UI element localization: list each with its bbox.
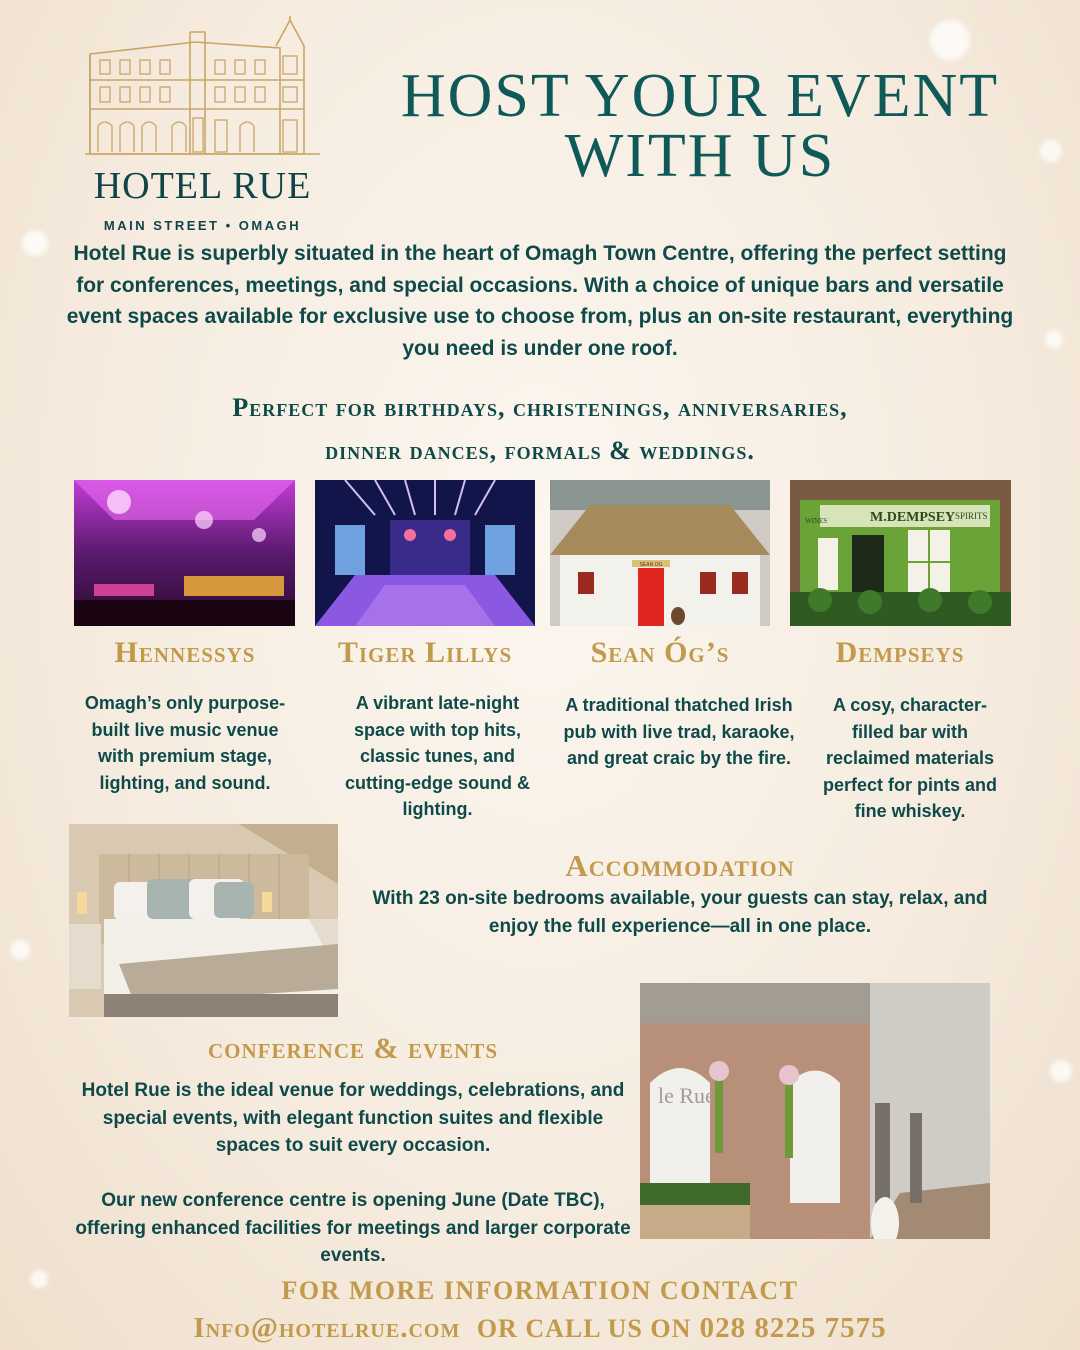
hotel-logo [80, 14, 325, 233]
page-title [395, 62, 1005, 190]
contact-phone[interactable]: 028 8225 7575 [699, 1312, 887, 1344]
intro-text: Hotel Rue is superbly situated in the heart of Omagh Town Centre, offering the perfect setting for conferences, meetings, and special occasions. With a choice of unique bars and versatile event spaces available for exclusive use to choose from, plus an on-site restaurant, everything you need is under one roof. [66, 242, 1014, 360]
tiger-lillys-photo [315, 480, 535, 626]
venue-desc-tiger-lillys: A vibrant late-night space with top hits, classic tunes, and cutting-edge sound & lighting. [345, 693, 530, 819]
sparkle [22, 230, 48, 256]
contact-details [60, 1312, 1020, 1345]
spirits-sign: SPIRITS [955, 511, 988, 521]
sparkle [10, 940, 30, 960]
contact-phone-label: OR CALL US ON [476, 1314, 692, 1343]
bedroom-photo [69, 824, 338, 1017]
sparkle [930, 20, 970, 60]
venue-name-hennessys: Hennessys [114, 636, 256, 669]
hotel-name: HOTEL RUE [93, 165, 312, 207]
dempseys-photo [790, 480, 1011, 626]
venue-name-tiger-lillys: Tiger Lillys [337, 636, 513, 669]
conference-title: conference & events [207, 1032, 499, 1065]
contact-heading: FOR MORE INFORMATION CONTACT [281, 1276, 799, 1305]
accommodation-title: Accommodation [565, 848, 795, 883]
dempsey-sign: M.DEMPSEY [870, 510, 956, 525]
sparkle [1040, 140, 1062, 162]
title-line-1: HOST YOUR EVENT [400, 62, 1000, 130]
venue-desc-sean-ogs: A traditional thatched Irish pub with live trad, karaoke, and great craic by the fire. [563, 695, 795, 768]
facade-sign: le Rue [658, 1083, 715, 1108]
occasions-line-2: dinner dances, formals & weddings. [325, 436, 755, 465]
venue-desc-hennessys: Omagh’s only purpose-built live music venue with premium stage, lighting, and sound. [84, 693, 286, 793]
venue-name-dempseys: Dempseys [835, 636, 965, 669]
venue-desc-dempseys: A cosy, character-filled bar with reclaimed materials perfect for pints and fine whiskey. [822, 695, 997, 821]
sparkle [30, 1270, 48, 1288]
sean-ogs-photo [550, 480, 770, 626]
occasions-line-1: Perfect for birthdays, christenings, anniversaries, [232, 393, 848, 422]
hotel-building-icon [80, 14, 325, 164]
conference-paragraph-1: Hotel Rue is the ideal venue for weddings, celebrations, and special events, with elegant function suites and flexible spaces to suit every occasion. [81, 1080, 625, 1156]
sean-og-sign: SEAN OG [639, 562, 663, 568]
sparkle [1050, 1060, 1072, 1082]
hotel-address: MAIN STREET • OMAGH [103, 218, 302, 233]
accommodation-text: With 23 on-site bedrooms available, your guests can stay, relax, and enjoy the full experience—all in one place. [372, 888, 988, 937]
sparkle [1045, 330, 1063, 348]
venue-name-sean-ogs: Sean Óg’s [590, 636, 730, 669]
conference-paragraph-2: Our new conference centre is opening June (Date TBC), offering enhanced facilities for meetings and larger corporate events. [75, 1190, 631, 1266]
hennessys-photo [74, 480, 295, 626]
wines-sign: WINES [805, 517, 828, 525]
conference-centre-photo [640, 983, 990, 1239]
contact-email[interactable]: Info@hotelrue.com [193, 1312, 461, 1344]
occasions-heading [60, 386, 1020, 472]
title-line-2: WITH US [564, 122, 836, 190]
